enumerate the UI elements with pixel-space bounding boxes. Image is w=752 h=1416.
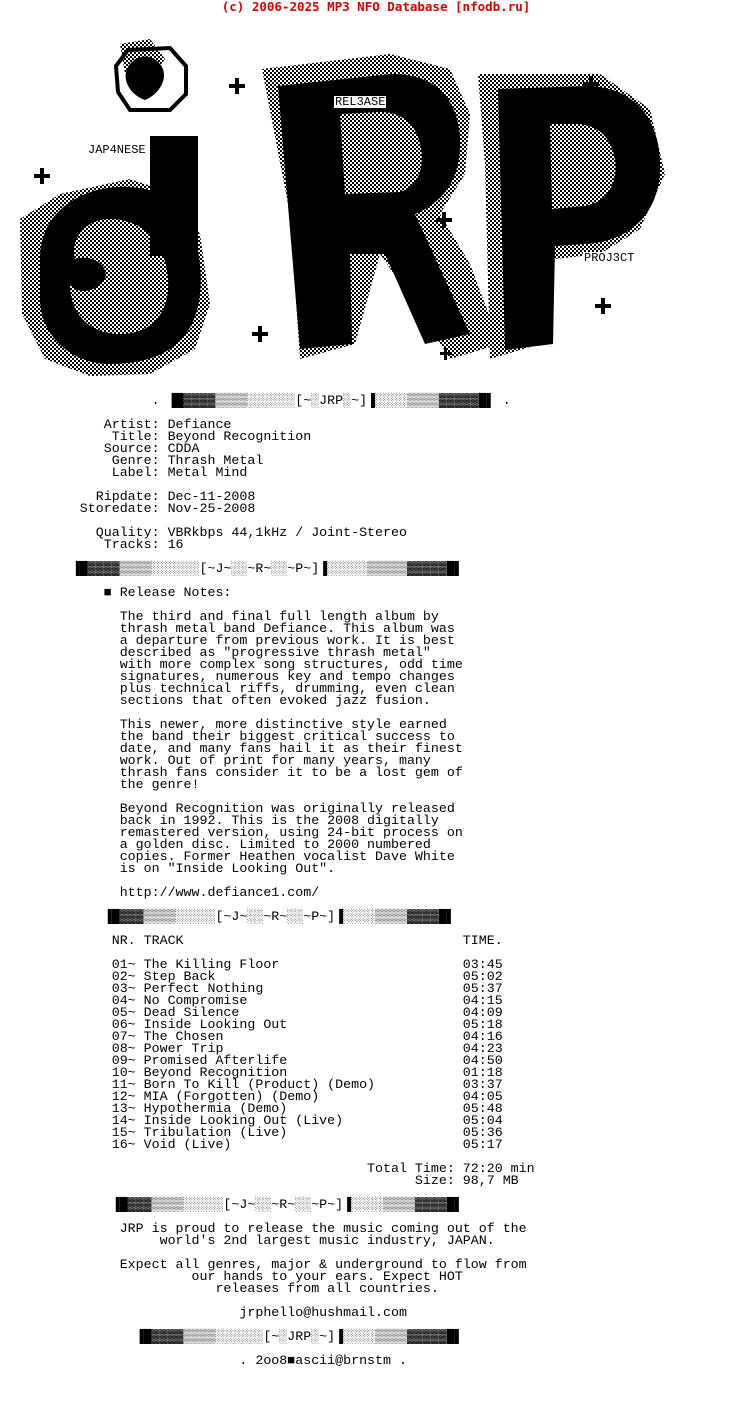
nfo-line: 11~ Born To Kill (Product) (Demo) 03:37	[0, 1077, 503, 1092]
nfo-line: Quality: VBRkbps 44,1kHz / Joint-Stereo	[0, 525, 407, 540]
nfo-line: with more complex song structures, odd time	[0, 657, 463, 672]
logo-label-release: REL3ASE	[335, 95, 386, 109]
nfo-line: 16~ Void (Live) 05:17	[0, 1137, 503, 1152]
nfo-line: plus technical riffs, drumming, even clean	[0, 681, 455, 696]
nfo-line: Storedate: Nov-25-2008	[0, 501, 256, 516]
nfo-line: work. Out of print for many years, many	[0, 753, 431, 768]
nfo-line: 03~ Perfect Nothing 05:37	[0, 981, 503, 996]
nfo-line: JRP is proud to release the music coming out of the	[0, 1221, 527, 1236]
nfo-line: Size: 98,7 MB	[0, 1173, 519, 1188]
nfo-line: Genre: Thrash Metal	[0, 453, 264, 468]
nfo-line: ■ Release Notes:	[0, 585, 232, 600]
nfo-line: signatures, numerous key and tempo changes	[0, 669, 455, 684]
nfo-line: . ▐█▓▓▓▓▒▒▒▒░░░░░░[~░JRP░~]▐░░░░▒▒▒▒▓▓▓▓▓█▌ .	[0, 393, 511, 408]
nfo-line: 09~ Promised Afterlife 04:50	[0, 1053, 503, 1068]
nfo-line: Total Time: 72:20 min	[0, 1161, 535, 1176]
nfo-line: 01~ The Killing Floor 03:45	[0, 957, 503, 972]
nfo-line: 02~ Step Back 05:02	[0, 969, 503, 984]
nfo-line: 04~ No Compromise 04:15	[0, 993, 503, 1008]
nfo-line: the band their biggest critical success to	[0, 729, 455, 744]
nfo-line: copies. Former Heathen vocalist Dave White	[0, 849, 455, 864]
nfo-line: This newer, more distinctive style earned	[0, 717, 447, 732]
nfo-line: 10~ Beyond Recognition 01:18	[0, 1065, 503, 1080]
nfo-line: thrash metal band Defiance. This album was	[0, 621, 455, 636]
nfo-line: the genre!	[0, 777, 200, 792]
nfo-line: ▐█▓▓▓▓▒▒▒▒░░░░░░[~░JRP░~]▐░░░░▒▒▒▒▓▓▓▓▓█▌	[0, 1329, 463, 1344]
nfo-line: 14~ Inside Looking Out (Live) 05:04	[0, 1113, 503, 1128]
nfo-line: sections that often evoked jazz fusion.	[0, 693, 431, 708]
nfo-line: remastered version, using 24-bit process on	[0, 825, 463, 840]
nfo-line: 13~ Hypothermia (Demo) 05:48	[0, 1101, 503, 1116]
nfo-line: a departure from previous work. It is best	[0, 633, 455, 648]
nfo-line: Artist: Defiance	[0, 417, 232, 432]
nfo-line: releases from all countries.	[0, 1281, 439, 1296]
nfo-line: 08~ Power Trip 04:23	[0, 1041, 503, 1056]
nfo-line: 07~ The Chosen 04:16	[0, 1029, 503, 1044]
jrp-ascii-logo	[0, 14, 752, 390]
nfo-line: Ripdate: Dec-11-2008	[0, 489, 256, 504]
nfo-line: Tracks: 16	[0, 537, 184, 552]
nfo-line: 05~ Dead Silence 04:09	[0, 1005, 503, 1020]
nfo-line: Label: Metal Mind	[0, 465, 248, 480]
nfo-text	[0, 395, 535, 1367]
nfo-line: NR. TRACK TIME.	[0, 933, 503, 948]
nfo-line: thrash fans consider it to be a lost gem of	[0, 765, 463, 780]
nfo-line: our hands to your ears. Expect HOT	[0, 1269, 463, 1284]
nfo-line: Source: CDDA	[0, 441, 200, 456]
nfo-line: a golden disc. Limited to 2000 numbered	[0, 837, 431, 852]
nfo-line: Expect all genres, major & underground to flow from	[0, 1257, 527, 1272]
logo-label-project: PROJ3CT	[584, 251, 635, 265]
nfo-line: is on "Inside Looking Out".	[0, 861, 336, 876]
jrp-logo-art	[0, 14, 752, 390]
nfo-line: date, and many fans hail it as their finest	[0, 741, 463, 756]
nfo-line: described as "progressive thrash metal"	[0, 645, 431, 660]
nfo-line: world's 2nd largest music industry, JAPAN.	[0, 1233, 495, 1248]
nfo-line: The third and final full length album by	[0, 609, 439, 624]
nfo-line: 15~ Tribulation (Live) 05:36	[0, 1125, 503, 1140]
nfo-line[interactable]: http://www.defiance1.com/	[0, 885, 320, 900]
nfo-line: Title: Beyond Recognition	[0, 429, 312, 444]
site-banner[interactable]: (c) 2006-2025 MP3 NFO Database [nfodb.ru]	[221, 0, 531, 14]
nfo-line: ▐█▓▓▓▒▒▒▒░░░░░[~J~░░~R~░░~P~]▐░░░░▒▒▒▒▓▓▓▓█▌	[0, 1197, 463, 1212]
logo-label-japanese: JAP4NESE	[88, 143, 146, 157]
nfo-line: . 2oo8■ascii@brnstm .	[0, 1353, 407, 1368]
nfo-line: ▐█▓▓▓▒▒▒▒░░░░░[~J~░░~R~░░~P~]▐░░░░▒▒▒▒▓▓▓▓█▌	[0, 909, 455, 924]
nfo-line: ▐█▓▓▓▓▒▒▒▒░░░░░░[~J~░░~R~░░~P~]▐░░░░░▒▒▒▒▒▓▓▓▓▓█▌	[0, 561, 463, 576]
nfo-line: back in 1992. This is the 2008 digitally	[0, 813, 439, 828]
nfo-line: 06~ Inside Looking Out 05:18	[0, 1017, 503, 1032]
nfo-line[interactable]: jrphello@hushmail.com	[0, 1305, 407, 1320]
nfo-line: 12~ MIA (Forgotten) (Demo) 04:05	[0, 1089, 503, 1104]
nfo-line: Beyond Recognition was originally released	[0, 801, 455, 816]
